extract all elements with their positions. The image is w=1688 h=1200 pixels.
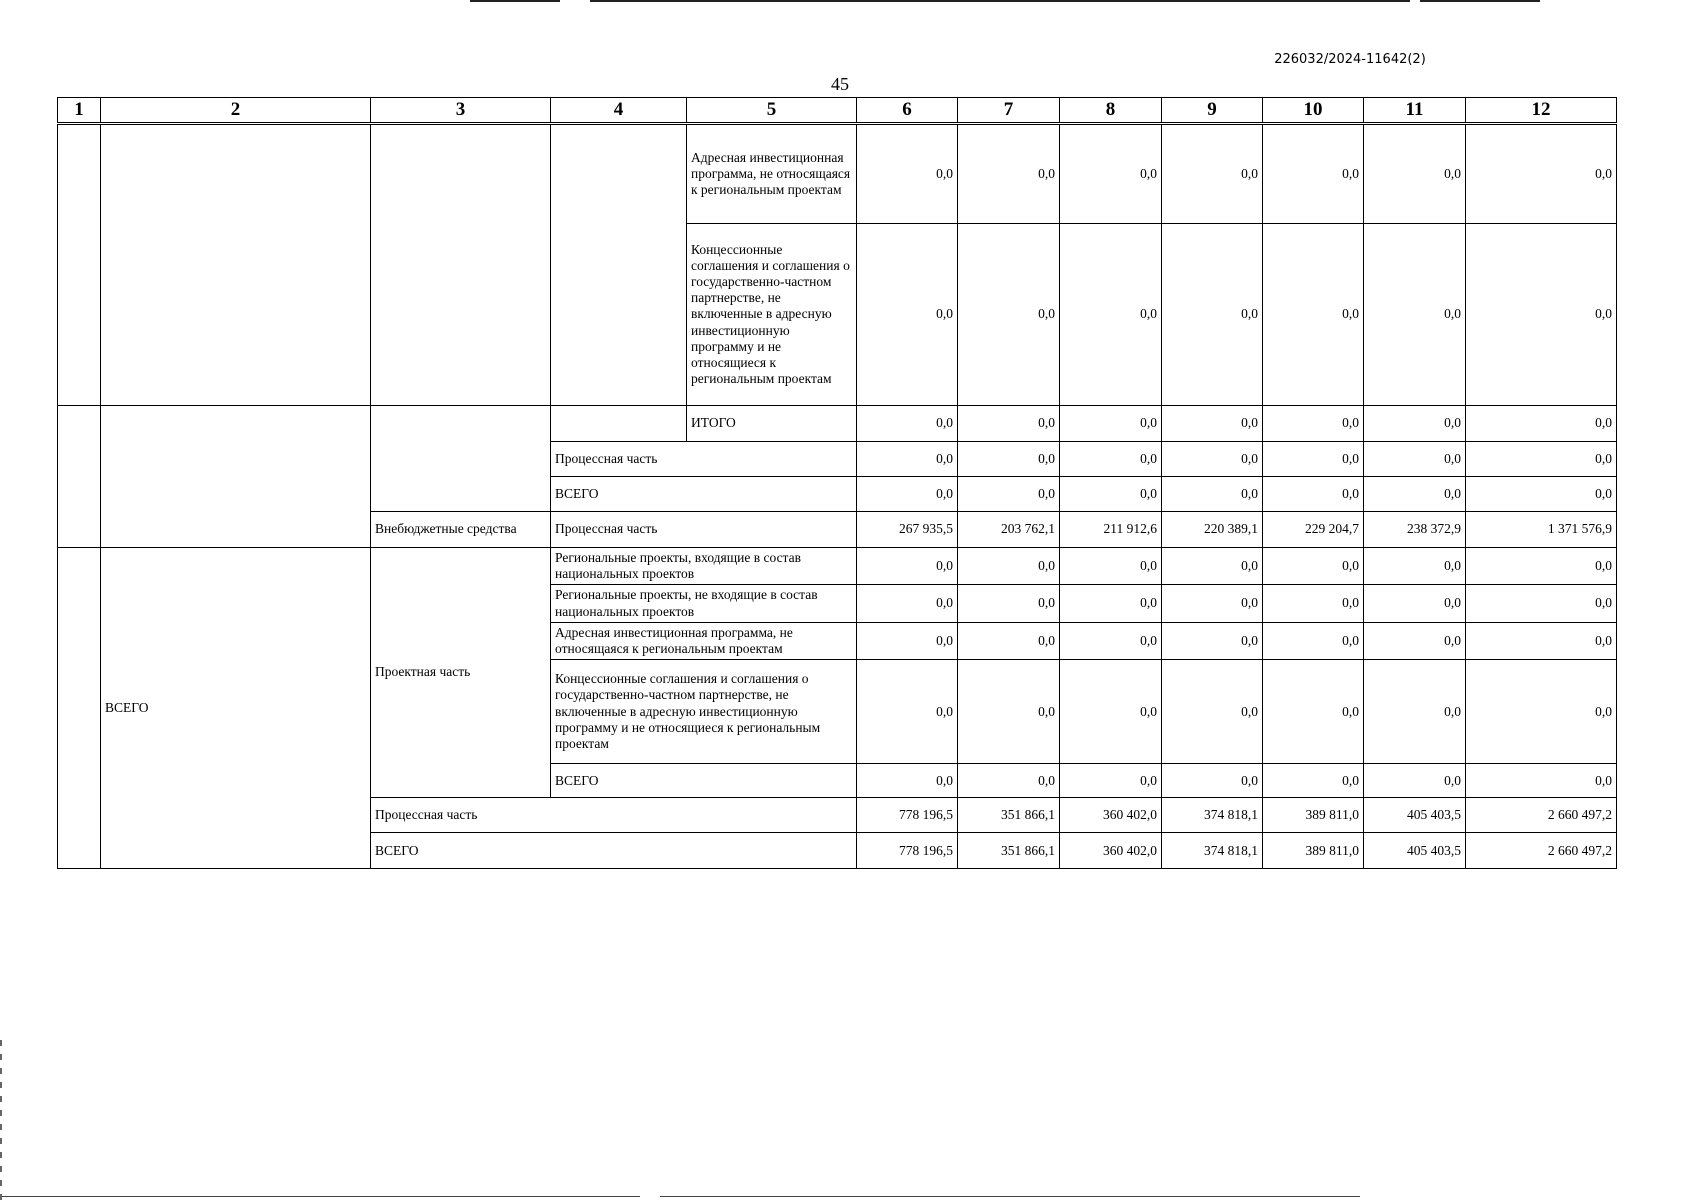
value-cell: 0,0 bbox=[1466, 442, 1617, 477]
value-cell: 229 204,7 bbox=[1263, 512, 1364, 548]
value-cell: 0,0 bbox=[1263, 764, 1364, 798]
table-row bbox=[58, 406, 1617, 442]
value-cell: 0,0 bbox=[958, 622, 1060, 659]
col-header: 10 bbox=[1263, 98, 1364, 124]
page-number: 45 bbox=[831, 74, 849, 94]
value-cell: 0,0 bbox=[1162, 124, 1263, 224]
value-cell: 0,0 bbox=[857, 764, 958, 798]
col-header: 9 bbox=[1162, 98, 1263, 124]
col-header: 12 bbox=[1466, 98, 1617, 124]
value-cell: 0,0 bbox=[958, 764, 1060, 798]
value-cell: 405 403,5 bbox=[1364, 833, 1466, 869]
col-header: 11 bbox=[1364, 98, 1466, 124]
budget-table bbox=[57, 97, 1617, 869]
value-cell: 0,0 bbox=[1162, 442, 1263, 477]
value-cell: 267 935,5 bbox=[857, 512, 958, 548]
value-cell: 0,0 bbox=[1263, 548, 1364, 585]
value-cell: 0,0 bbox=[1263, 124, 1364, 224]
value-cell: 0,0 bbox=[1364, 406, 1466, 442]
value-cell: 405 403,5 bbox=[1364, 798, 1466, 833]
row-label: ВСЕГО bbox=[551, 764, 857, 798]
value-cell: 0,0 bbox=[1364, 660, 1466, 764]
table-row bbox=[58, 124, 1617, 224]
cell-empty bbox=[101, 406, 371, 548]
value-cell: 0,0 bbox=[1060, 660, 1162, 764]
row-label: Проектная часть bbox=[371, 548, 551, 798]
cell-empty bbox=[58, 124, 101, 406]
value-cell: 0,0 bbox=[1060, 442, 1162, 477]
col-header: 2 bbox=[101, 98, 371, 124]
value-cell: 211 912,6 bbox=[1060, 512, 1162, 548]
value-cell: 0,0 bbox=[1060, 224, 1162, 406]
row-label: ВСЕГО bbox=[551, 477, 857, 512]
value-cell: 0,0 bbox=[1364, 585, 1466, 622]
value-cell: 0,0 bbox=[958, 660, 1060, 764]
grand-total-label: ВСЕГО bbox=[101, 548, 371, 869]
value-cell: 0,0 bbox=[1364, 442, 1466, 477]
col-header: 1 bbox=[58, 98, 101, 124]
value-cell: 0,0 bbox=[857, 224, 958, 406]
value-cell: 0,0 bbox=[958, 224, 1060, 406]
cell-empty bbox=[551, 406, 687, 442]
value-cell: 0,0 bbox=[1060, 406, 1162, 442]
value-cell: 0,0 bbox=[1263, 442, 1364, 477]
value-cell: 0,0 bbox=[1364, 477, 1466, 512]
row-label: Процессная часть bbox=[551, 442, 857, 477]
col-header: 6 bbox=[857, 98, 958, 124]
funding-source-label: Адресная инвестиционная программа, не относящаяся к региональным проектам bbox=[687, 124, 857, 224]
value-cell: 0,0 bbox=[857, 660, 958, 764]
value-cell: 0,0 bbox=[958, 548, 1060, 585]
document-id: 226032/2024-11642(2) bbox=[1274, 52, 1426, 67]
cell-empty bbox=[58, 406, 101, 548]
top-edge-line-right bbox=[1420, 0, 1540, 2]
value-cell: 238 372,9 bbox=[1364, 512, 1466, 548]
row-label: Внебюджетные средства bbox=[371, 512, 551, 548]
value-cell: 0,0 bbox=[1060, 477, 1162, 512]
value-cell: 0,0 bbox=[1263, 622, 1364, 659]
value-cell: 0,0 bbox=[1364, 224, 1466, 406]
value-cell: 374 818,1 bbox=[1162, 833, 1263, 869]
funding-source-label: Концессионные соглашения и соглашения о государственно-частном партнерстве, не включенные в адресную инвестиционную программу и не относящиеся к региональным проектам bbox=[687, 224, 857, 406]
value-cell: 0,0 bbox=[958, 442, 1060, 477]
value-cell: 0,0 bbox=[1162, 406, 1263, 442]
value-cell: 0,0 bbox=[1263, 585, 1364, 622]
value-cell: 0,0 bbox=[1263, 660, 1364, 764]
value-cell: 0,0 bbox=[1162, 764, 1263, 798]
funding-source-label: Региональные проекты, не входящие в состав национальных проектов bbox=[551, 585, 857, 622]
value-cell: 0,0 bbox=[1466, 764, 1617, 798]
value-cell: 351 866,1 bbox=[958, 833, 1060, 869]
column-number-row bbox=[58, 98, 1617, 124]
cell-empty bbox=[58, 548, 101, 869]
top-edge-line bbox=[590, 0, 1410, 2]
value-cell: 2 660 497,2 bbox=[1466, 798, 1617, 833]
bottom-edge-line-right bbox=[660, 1196, 1360, 1197]
col-header: 7 bbox=[958, 98, 1060, 124]
value-cell: 0,0 bbox=[857, 406, 958, 442]
value-cell: 0,0 bbox=[857, 442, 958, 477]
value-cell: 0,0 bbox=[958, 585, 1060, 622]
value-cell: 0,0 bbox=[1466, 585, 1617, 622]
col-header: 5 bbox=[687, 98, 857, 124]
value-cell: 0,0 bbox=[1060, 548, 1162, 585]
value-cell: 0,0 bbox=[1466, 406, 1617, 442]
value-cell: 0,0 bbox=[1060, 585, 1162, 622]
value-cell: 2 660 497,2 bbox=[1466, 833, 1617, 869]
table-row bbox=[58, 548, 1617, 585]
col-header: 8 bbox=[1060, 98, 1162, 124]
value-cell: 0,0 bbox=[1263, 477, 1364, 512]
value-cell: 0,0 bbox=[1466, 124, 1617, 224]
value-cell: 778 196,5 bbox=[857, 798, 958, 833]
value-cell: 0,0 bbox=[1162, 548, 1263, 585]
cell-empty bbox=[371, 406, 551, 512]
value-cell: 778 196,5 bbox=[857, 833, 958, 869]
value-cell: 0,0 bbox=[857, 477, 958, 512]
cell-empty bbox=[101, 124, 371, 406]
value-cell: 0,0 bbox=[1364, 622, 1466, 659]
top-edge-line-left bbox=[470, 0, 560, 2]
row-label: Процессная часть bbox=[551, 512, 857, 548]
value-cell: 374 818,1 bbox=[1162, 798, 1263, 833]
value-cell: 0,0 bbox=[958, 406, 1060, 442]
value-cell: 389 811,0 bbox=[1263, 798, 1364, 833]
value-cell: 0,0 bbox=[1162, 660, 1263, 764]
cell-empty bbox=[551, 124, 687, 406]
row-label: Процессная часть bbox=[371, 798, 857, 833]
value-cell: 0,0 bbox=[1162, 585, 1263, 622]
value-cell: 0,0 bbox=[1466, 548, 1617, 585]
value-cell: 0,0 bbox=[1060, 764, 1162, 798]
funding-source-label: Адресная инвестиционная программа, не относящаяся к региональным проектам bbox=[551, 622, 857, 659]
value-cell: 0,0 bbox=[857, 622, 958, 659]
col-header: 3 bbox=[371, 98, 551, 124]
total-label: ИТОГО bbox=[687, 406, 857, 442]
value-cell: 203 762,1 bbox=[958, 512, 1060, 548]
row-label: ВСЕГО bbox=[371, 833, 857, 869]
value-cell: 389 811,0 bbox=[1263, 833, 1364, 869]
cell-empty bbox=[371, 124, 551, 406]
value-cell: 220 389,1 bbox=[1162, 512, 1263, 548]
value-cell: 1 371 576,9 bbox=[1466, 512, 1617, 548]
value-cell: 0,0 bbox=[1466, 477, 1617, 512]
value-cell: 360 402,0 bbox=[1060, 833, 1162, 869]
funding-source-label: Концессионные соглашения и соглашения о государственно-частном партнерстве, не включенные в адресную инвестиционную программу и не относящиеся к региональным проектам bbox=[551, 660, 857, 764]
value-cell: 0,0 bbox=[1060, 622, 1162, 659]
value-cell: 0,0 bbox=[1364, 124, 1466, 224]
value-cell: 0,0 bbox=[857, 548, 958, 585]
value-cell: 0,0 bbox=[1263, 406, 1364, 442]
bottom-edge-line bbox=[0, 1196, 640, 1197]
value-cell: 0,0 bbox=[1364, 548, 1466, 585]
value-cell: 360 402,0 bbox=[1060, 798, 1162, 833]
value-cell: 0,0 bbox=[1466, 622, 1617, 659]
value-cell: 0,0 bbox=[1060, 124, 1162, 224]
value-cell: 0,0 bbox=[1364, 764, 1466, 798]
funding-source-label: Региональные проекты, входящие в состав национальных проектов bbox=[551, 548, 857, 585]
value-cell: 0,0 bbox=[1162, 224, 1263, 406]
value-cell: 0,0 bbox=[1263, 224, 1364, 406]
value-cell: 0,0 bbox=[1466, 224, 1617, 406]
value-cell: 0,0 bbox=[857, 585, 958, 622]
value-cell: 0,0 bbox=[958, 477, 1060, 512]
col-header: 4 bbox=[551, 98, 687, 124]
value-cell: 0,0 bbox=[958, 124, 1060, 224]
left-edge-marks bbox=[0, 1040, 2, 1200]
value-cell: 351 866,1 bbox=[958, 798, 1060, 833]
value-cell: 0,0 bbox=[1162, 622, 1263, 659]
value-cell: 0,0 bbox=[857, 124, 958, 224]
value-cell: 0,0 bbox=[1466, 660, 1617, 764]
value-cell: 0,0 bbox=[1162, 477, 1263, 512]
